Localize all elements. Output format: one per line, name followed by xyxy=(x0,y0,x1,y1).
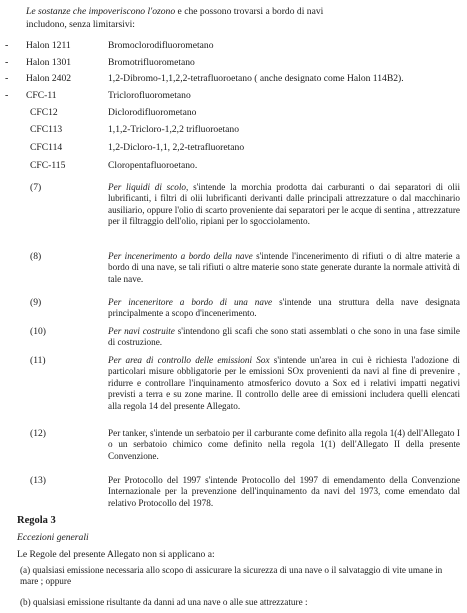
list-dash: - xyxy=(5,40,9,51)
paragraph-body xyxy=(108,475,460,509)
substance-name: CFC-115 xyxy=(30,160,66,171)
substance-name: CFC-11 xyxy=(26,90,57,101)
paragraph-number: (11) xyxy=(30,355,46,366)
substance-name: CFC114 xyxy=(30,142,63,153)
paragraph-text: Per Protocollo del 1997 s'intende Protocollo del 1997 di emendamento della Convenzione Internazionale per la prevenzione dell'inquinamento da navi del 1973, come emendato dal relativo Protocollo del 1978. xyxy=(108,475,460,508)
substance-desc: 1,2-Dicloro-1,1, 2,2-tetrafluoretano xyxy=(108,142,245,153)
paragraph-text: Per tanker, s'intende un serbatoio per il carburante come definito alla regola 1(4) dell'Allegato I o un serbatoio chimico come definito nella regola 1(1) dell'Allegato II della presente Convenzione. xyxy=(108,428,460,461)
paragraph-lead: Per navi costruite xyxy=(108,326,175,336)
paragraph-lead: Per inceneritore a bordo di una nave xyxy=(108,297,273,307)
substance-desc: Cloropentafluoroetano. xyxy=(108,160,198,171)
substance-name: Halon 2402 xyxy=(26,73,72,84)
regola-item-a: (a) qualsiasi emissione necessaria allo scopo di assicurare la sicurezza di una nave o il salvataggio di vite umane in mare ; oppure xyxy=(20,565,443,587)
paragraph-number: (10) xyxy=(30,326,46,337)
paragraph-body xyxy=(108,355,460,412)
regola-intro: Le Regole del presente Allegato non si applicano a: xyxy=(17,549,215,560)
list-dash: - xyxy=(5,73,9,84)
paragraph-body xyxy=(108,326,460,349)
substance-desc: 1,2-Dibromo-1,1,2,2-tetrafluoroetano ( anche designato come Halon 114B2). xyxy=(108,73,404,84)
paragraph-number: (12) xyxy=(30,428,46,439)
paragraph-text: s'intende l'incenerimento di rifiuti o di altre materie a bordo di una nave, se tali rifiuti o altre materie sono state generate durante la normale attività di tale nave. xyxy=(108,251,460,284)
paragraph-text: , s'intende la morchia prodotta dai carburanti o dai separatori di olii lubrificanti, i filtri di olii lubrificanti derivanti dalle principali attrezzature o dal macchinario ausiliario, oppure l'olio di scarto proveniente dai separatori per le acque di sentina , attrezzature per il filtraggio dell'olio, ripiani per lo sgocciolamento. xyxy=(108,182,461,227)
substance-name: CFC113 xyxy=(30,124,63,135)
paragraph-text: s'intendono gli scafi che sono stati assemblati o che sono in una fase simile di costruzione. xyxy=(108,326,460,348)
substance-name: CFC12 xyxy=(30,107,58,118)
paragraph-number: (7) xyxy=(30,182,42,193)
regola-subtitle: Eccezioni generali xyxy=(17,532,89,543)
substance-name: Halon 1211 xyxy=(26,40,71,51)
substance-desc: Bromoclorodifluorometano xyxy=(108,40,214,51)
regola-title: Regola 3 xyxy=(17,515,56,526)
substance-desc: Triclorofluorometano xyxy=(108,90,191,101)
paragraph-body xyxy=(108,182,460,228)
paragraph-number: (9) xyxy=(30,297,42,308)
substance-name: Halon 1301 xyxy=(26,57,72,68)
substance-desc: Diclorodifluorometano xyxy=(108,107,197,118)
paragraph-body xyxy=(108,297,460,320)
substance-desc: 1,1,2-Tricloro-1,2,2 trifluoroetano xyxy=(108,124,240,135)
paragraph-body xyxy=(108,251,460,285)
paragraph-number: (13) xyxy=(30,475,46,486)
regola-item-b: (b) qualsiasi emissione risultante da danni ad una nave o alle sue attrezzature : xyxy=(20,597,308,607)
list-dash: - xyxy=(5,57,9,68)
intro-lead: Le sostanze che impoveriscono l'ozono xyxy=(26,6,176,17)
list-dash: - xyxy=(5,90,9,101)
paragraph-text: s'intende un'area in cui è richiesta l'adozione di particolari misure obbligatorie per le emissioni SOx provenienti da navi al fine di prevenire , ridurre e controllare l'inquinamento atmosferico dovuto a Sox ed i relativi impatti negativi previsti a terra e su zone marine. Il controllo delle aree di emissioni includera quelli elencati alla regola 14 del presente Allegato. xyxy=(108,355,460,411)
intro-line-2: includono, senza limitarsivi: xyxy=(26,19,135,30)
paragraph-text: s'intende una struttura della nave designata principalmente a scopo d'incenerimento. xyxy=(108,297,460,319)
paragraph-lead: Per area di controllo delle emissioni Sox xyxy=(108,355,270,365)
paragraph-lead: Per incenerimento a bordo della nave xyxy=(108,251,253,261)
intro-line-1 xyxy=(26,6,323,17)
paragraph-body xyxy=(108,428,460,462)
paragraph-number: (8) xyxy=(30,251,42,262)
intro-rest: e che possono trovarsi a bordo di navi xyxy=(177,6,324,17)
substance-desc: Bromotrifluorometano xyxy=(108,57,195,68)
paragraph-lead: Per liquidi di scolo xyxy=(108,182,187,192)
